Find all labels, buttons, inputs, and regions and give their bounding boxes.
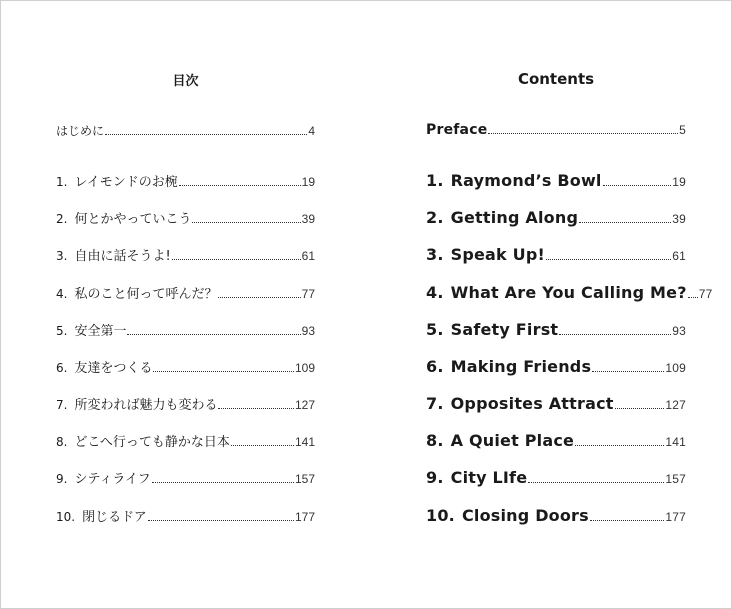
en-toc-entry-page: 39 [672, 212, 686, 226]
en-toc-entry[interactable] [426, 122, 686, 138]
jp-toc-entry[interactable] [56, 431, 315, 450]
en-toc-entry-page: 93 [672, 324, 686, 338]
jp-toc-entry-page: 109 [294, 361, 315, 375]
jp-toc-entry-number: 5. [56, 324, 68, 338]
jp-toc-entry-page: 39 [301, 212, 315, 226]
jp-toc-entry-label: 私のこと何って呼んだ？ [74, 287, 218, 302]
en-toc-entry-page: 19 [672, 175, 686, 189]
en-toc-entry[interactable] [426, 283, 713, 302]
en-toc-entry-page: 177 [665, 510, 686, 524]
jp-toc-entry-number: 6. [56, 361, 68, 375]
dot-leader [192, 222, 300, 223]
en-toc-entry-label: Opposites Attract [450, 394, 614, 413]
dot-leader [559, 334, 671, 335]
jp-toc-entry-number: 7. [56, 398, 68, 412]
en-toc-entry-number: 2. [426, 208, 444, 227]
en-toc-entry-number: 1. [426, 171, 444, 190]
en-toc-entry-label: Closing Doors [461, 506, 589, 525]
jp-toc-entry-label: シティライフ [74, 472, 151, 487]
en-toc-entry-page: 77 [698, 287, 713, 301]
en-toc-entry[interactable] [426, 394, 686, 413]
jp-toc-entry-label: 友達をつくる [74, 361, 153, 376]
jp-toc-entry-page: 157 [294, 472, 315, 486]
en-toc-entry[interactable] [426, 171, 686, 190]
en-toc-entry-label: City LIfe [450, 468, 528, 487]
en-toc-entry-page: 5 [679, 123, 686, 137]
dot-leader [546, 259, 671, 260]
jp-toc-entry-label: 所変われば魅力も変わる [74, 398, 218, 413]
en-toc-entry-number: 3. [426, 245, 444, 264]
en-toc-entry[interactable] [426, 506, 686, 525]
dot-leader [615, 408, 665, 409]
dot-leader [172, 259, 301, 260]
en-toc-entry[interactable] [426, 357, 686, 376]
dot-leader [592, 371, 664, 372]
dot-leader [579, 222, 671, 223]
en-toc-entry-label: A Quiet Place [450, 431, 575, 450]
jp-toc-entry-label: レイモンドのお椀 [74, 175, 178, 190]
en-toc-entry[interactable] [426, 320, 686, 339]
en-toc-entry-label: What Are You Calling Me? [450, 283, 687, 302]
jp-toc-entry-label: 何とかやっていこう [74, 212, 192, 227]
en-toc-entry-label: Raymond’s Bowl [450, 171, 602, 190]
dot-leader [105, 134, 307, 135]
jp-toc-entry-number: 8. [56, 435, 68, 449]
en-toc-entry-page: 61 [672, 249, 686, 263]
dot-leader [153, 371, 294, 372]
dot-leader [575, 445, 664, 446]
dot-leader [231, 445, 294, 446]
jp-toc-entry-page: 177 [294, 510, 315, 524]
jp-toc-entry-page: 4 [308, 124, 315, 138]
jp-toc-entry-page: 19 [301, 175, 315, 189]
jp-toc-entry[interactable] [56, 506, 315, 525]
dot-leader [603, 185, 672, 186]
jp-toc-entry-number: 9. [56, 472, 68, 486]
jp-toc-entry[interactable] [56, 357, 315, 376]
jp-toc-entry-number: 1. [56, 175, 68, 189]
jp-toc-entry-number: 2. [56, 212, 68, 226]
dot-leader [688, 297, 698, 298]
jp-toc-entry-page: 61 [301, 249, 315, 263]
en-toc-entry[interactable] [426, 208, 686, 227]
en-toc-entry-label: Preface [426, 122, 488, 138]
en-contents-title: Contents [517, 70, 595, 88]
dot-leader [528, 482, 664, 483]
en-toc-entry-page: 157 [665, 472, 686, 486]
dot-leader [127, 334, 300, 335]
dot-leader [179, 185, 301, 186]
en-toc-entry-label: Safety First [450, 320, 559, 339]
en-toc-entry-number: 6. [426, 357, 444, 376]
jp-toc-entry-label: どこへ行っても静かな日本 [74, 435, 230, 450]
jp-toc-entry-page: 77 [301, 287, 315, 301]
jp-toc-entry-page: 93 [301, 324, 315, 338]
jp-toc-entry[interactable] [56, 208, 315, 227]
jp-toc-entry-label: 安全第一 [74, 324, 127, 339]
en-toc-entry-number: 4. [426, 283, 444, 302]
en-toc-entry-number: 9. [426, 468, 444, 487]
jp-toc-entry[interactable] [56, 171, 315, 190]
dot-leader [218, 297, 300, 298]
jp-toc-entry-number: 10. [56, 510, 76, 524]
en-toc-entry[interactable] [426, 468, 686, 487]
jp-contents-title: 目次 [172, 74, 199, 89]
jp-toc-entry-number: 3. [56, 249, 68, 263]
jp-toc-entry-page: 141 [294, 435, 315, 449]
jp-toc-entry-number: 4. [56, 287, 68, 301]
en-toc-entry-number: 10. [426, 506, 455, 525]
jp-toc-entry[interactable] [56, 320, 315, 339]
en-toc-entry-page: 109 [665, 361, 686, 375]
dot-leader [218, 408, 294, 409]
en-toc-entry-number: 5. [426, 320, 444, 339]
en-toc-entry-number: 7. [426, 394, 444, 413]
jp-toc-entry[interactable] [56, 394, 315, 413]
en-toc-entry-label: Making Friends [450, 357, 592, 376]
dot-leader [148, 520, 294, 521]
dot-leader [590, 520, 665, 521]
en-toc-entry-label: Getting Along [450, 208, 579, 227]
en-toc-entry-page: 141 [665, 435, 686, 449]
jp-toc-entry-page: 127 [294, 398, 315, 412]
dot-leader [152, 482, 294, 483]
jp-toc-entry[interactable] [56, 122, 315, 139]
jp-toc-entry[interactable] [56, 245, 315, 264]
jp-toc-entry-label: はじめに [56, 124, 105, 138]
jp-toc-entry-label: 閉じるドア [82, 510, 147, 525]
jp-toc-entry[interactable] [56, 283, 315, 302]
en-toc-entry-page: 127 [665, 398, 686, 412]
dot-leader [488, 133, 678, 134]
en-toc-entry-label: Speak Up! [450, 245, 546, 264]
en-toc-entry[interactable] [426, 245, 686, 264]
jp-toc-entry[interactable] [56, 468, 315, 487]
en-toc-entry-number: 8. [426, 431, 444, 450]
jp-toc-entry-label: 自由に話そうよ! [74, 249, 171, 264]
en-toc-entry[interactable] [426, 431, 686, 450]
